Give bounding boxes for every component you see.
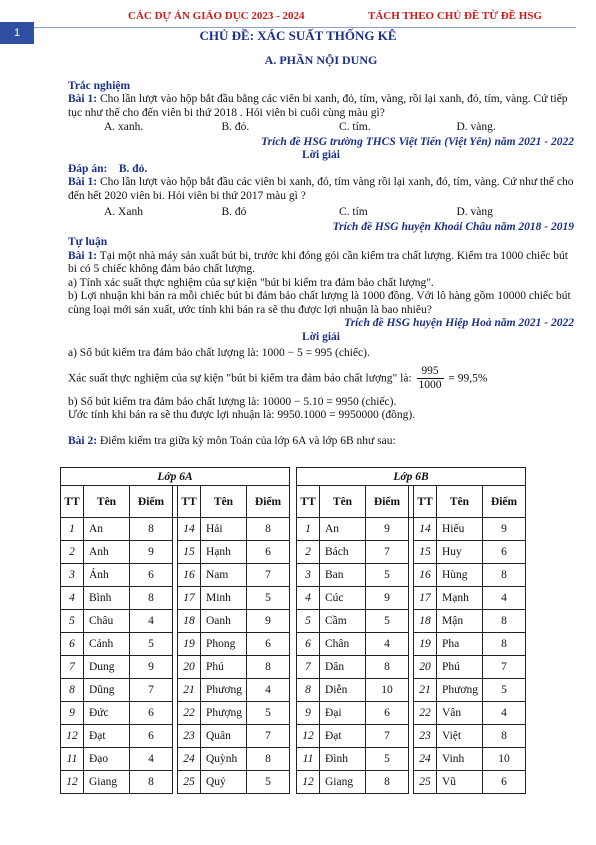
student-score: 7 <box>366 725 409 748</box>
row-number: 4 <box>297 587 320 610</box>
student-score: 5 <box>366 564 409 587</box>
row-number: 23 <box>178 725 201 748</box>
row-number: 21 <box>178 679 201 702</box>
row-number: 8 <box>297 679 320 702</box>
column-header: TT <box>297 486 320 518</box>
student-score: 5 <box>366 610 409 633</box>
student-name: Dũng <box>84 679 130 702</box>
student-score: 5 <box>483 679 526 702</box>
row-number: 15 <box>178 541 201 564</box>
section-title: A. PHẦN NỘI DUNG <box>264 53 378 67</box>
student-score: 7 <box>247 725 290 748</box>
student-score: 4 <box>130 610 173 633</box>
answer-value: B. đỏ. <box>118 162 148 175</box>
student-score: 7 <box>483 656 526 679</box>
student-name: Dung <box>84 656 130 679</box>
bai2-label: Bài 2: <box>68 434 98 447</box>
row-number: 5 <box>297 610 320 633</box>
student-name: Ánh <box>84 564 130 587</box>
fraction-numerator: 995 <box>417 365 444 380</box>
row-number: 11 <box>297 748 320 771</box>
table-title: Lớp 6B <box>297 468 526 486</box>
essay-sol-a: a) Số bút kiểm tra đảm bảo chất lượng là: 1000 − 5 = 995 (chiếc). <box>68 347 370 359</box>
student-name: Bình <box>84 587 130 610</box>
row-number: 7 <box>61 656 84 679</box>
column-header: Tên <box>84 486 130 518</box>
student-name: Cảnh <box>84 633 130 656</box>
student-score: 9 <box>366 587 409 610</box>
page-number: 1 <box>0 22 34 44</box>
student-name: Quân <box>201 725 247 748</box>
sol-text: Cho lần lượt vào hộp bắt đầu các viên bi xanh, đỏ, tím vàng rồi lại xanh, đỏ, tím, vàng. Cứ như thế cho đến hết 2020 viên bi. Hỏi viên bi thứ 2017 màu gì ? <box>68 176 574 202</box>
column-header: Điểm <box>247 486 290 518</box>
table-row <box>297 518 526 541</box>
student-score: 9 <box>483 518 526 541</box>
row-number: 3 <box>61 564 84 587</box>
mcq-option-d: D. vàng. <box>456 121 496 133</box>
column-header: Tên <box>437 486 483 518</box>
header-right: TÁCH THEO CHỦ ĐỀ TỪ ĐỀ HSG <box>368 10 542 22</box>
student-score: 10 <box>366 679 409 702</box>
student-name: Diễn <box>320 679 366 702</box>
table-title: Lớp 6A <box>61 468 290 486</box>
essay-question-text: Tại một nhà máy sản xuất bút bi, trước khi đóng gói cần kiểm tra chất lượng. Kiểm tra 1000 chiếc bút bi có 5 chiếc không đảm bảo chất lượng. <box>68 249 568 275</box>
student-name: Mận <box>437 610 483 633</box>
student-name: Phong <box>201 633 247 656</box>
column-header: Điểm <box>483 486 526 518</box>
row-number: 19 <box>414 633 437 656</box>
mcq-option-b: B. đỏ. <box>221 121 250 133</box>
row-number: 12 <box>61 771 84 794</box>
student-name: Minh <box>201 587 247 610</box>
table-row <box>297 656 526 679</box>
student-name: Dân <box>320 656 366 679</box>
student-name: Việt <box>437 725 483 748</box>
row-number: 6 <box>297 633 320 656</box>
student-name: Phương <box>201 679 247 702</box>
student-score: 7 <box>247 564 290 587</box>
student-score: 5 <box>247 702 290 725</box>
score-table-6a <box>60 467 290 794</box>
table-row <box>297 587 526 610</box>
student-score: 5 <box>247 587 290 610</box>
student-name: Quý <box>201 771 247 794</box>
mcq-solution-question <box>68 176 574 203</box>
essay-solution-heading: Lời giải <box>302 330 340 343</box>
row-number: 2 <box>297 541 320 564</box>
row-number: 15 <box>414 541 437 564</box>
essay-sol-b2: Ước tính khi bán ra sẽ thu được lợi nhuận là: 9950.1000 = 9950000 (đồng). <box>68 409 416 421</box>
sol-prob-text: Xác suất thực nghiệm của sự kiện "bút bi kiểm tra đảm bảo chất lượng" là: <box>68 372 412 385</box>
table-row <box>61 702 290 725</box>
topic-title: CHỦ ĐỀ: XÁC SUẤT THỐNG KÊ <box>199 28 397 43</box>
row-number: 16 <box>178 564 201 587</box>
row-number: 12 <box>61 725 84 748</box>
student-score: 7 <box>130 679 173 702</box>
score-tables <box>60 467 526 794</box>
mcq-question <box>68 93 574 120</box>
main-content <box>68 50 574 448</box>
row-number: 25 <box>178 771 201 794</box>
sol-prob-fraction <box>417 365 444 393</box>
student-name: Bách <box>320 541 366 564</box>
student-name: Quỳnh <box>201 748 247 771</box>
row-number: 14 <box>414 518 437 541</box>
student-name: Vân <box>437 702 483 725</box>
row-number: 18 <box>414 610 437 633</box>
sol-option-a: A. Xanh <box>104 206 143 218</box>
mcq-heading: Trắc nghiệm <box>68 79 131 92</box>
column-header: Điểm <box>130 486 173 518</box>
essay-sol-b: b) Số bút kiểm tra đảm bảo chất lượng là: 10000 − 5.10 = 9950 (chiếc). <box>68 395 397 408</box>
row-number: 11 <box>61 748 84 771</box>
student-score: 7 <box>366 541 409 564</box>
student-name: Chân <box>320 633 366 656</box>
student-name: Cúc <box>320 587 366 610</box>
student-score: 4 <box>483 702 526 725</box>
student-name: An <box>320 518 366 541</box>
mcq-source: Trích đề HSG trường THCS Việt Tiến (Việt Yên) năm 2021 - 2022 <box>261 135 574 148</box>
essay-label: Bài 1: <box>68 249 98 262</box>
row-number: 16 <box>414 564 437 587</box>
student-name: Hải <box>201 518 247 541</box>
table-row <box>297 633 526 656</box>
student-score: 8 <box>483 633 526 656</box>
table-row <box>297 679 526 702</box>
mcq-options <box>68 121 574 135</box>
student-score: 5 <box>130 633 173 656</box>
student-score: 6 <box>130 725 173 748</box>
row-number: 20 <box>178 656 201 679</box>
student-score: 6 <box>366 702 409 725</box>
student-name: Pha <box>437 633 483 656</box>
student-name: Phương <box>437 679 483 702</box>
mcq-question-text: Cho lần lượt vào hộp bắt đầu bằng các viên bi xanh, đỏ, tím, vàng, rồi lại xanh, đỏ, tím, vàng. Cứ tiếp tục như thế cho đến viên bi thứ 2018 . Hỏi viên bi cuối cùng màu gì? <box>68 93 568 119</box>
column-header: TT <box>414 486 437 518</box>
bai2-intro <box>68 435 574 449</box>
student-score: 9 <box>247 610 290 633</box>
student-score: 9 <box>130 541 173 564</box>
student-name: Anh <box>84 541 130 564</box>
student-name: Đình <box>320 748 366 771</box>
row-number: 1 <box>61 518 84 541</box>
row-number: 22 <box>178 702 201 725</box>
row-number: 12 <box>297 771 320 794</box>
student-score: 8 <box>366 656 409 679</box>
student-name: Vũ <box>437 771 483 794</box>
student-score: 6 <box>247 541 290 564</box>
row-number: 19 <box>178 633 201 656</box>
row-number: 25 <box>414 771 437 794</box>
row-number: 17 <box>178 587 201 610</box>
student-name: Hiếu <box>437 518 483 541</box>
student-score: 8 <box>483 564 526 587</box>
student-score: 8 <box>247 748 290 771</box>
student-score: 4 <box>366 633 409 656</box>
student-name: Hùng <box>437 564 483 587</box>
row-number: 4 <box>61 587 84 610</box>
student-name: Giang <box>320 771 366 794</box>
student-score: 6 <box>483 771 526 794</box>
row-number: 23 <box>414 725 437 748</box>
student-name: Oanh <box>201 610 247 633</box>
sol-prob-result: = 99,5% <box>448 372 488 385</box>
student-score: 4 <box>247 679 290 702</box>
row-number: 5 <box>61 610 84 633</box>
column-header: TT <box>61 486 84 518</box>
table-row <box>297 702 526 725</box>
row-number: 22 <box>414 702 437 725</box>
row-number: 9 <box>61 702 84 725</box>
student-score: 8 <box>483 610 526 633</box>
table-row <box>61 725 290 748</box>
student-name: Đức <box>84 702 130 725</box>
student-score: 6 <box>247 633 290 656</box>
mcq-option-a: A. xanh. <box>104 121 144 133</box>
student-score: 5 <box>247 771 290 794</box>
table-row <box>61 679 290 702</box>
fraction-denominator: 1000 <box>418 379 442 391</box>
table-row <box>61 564 290 587</box>
table-row <box>61 633 290 656</box>
row-number: 1 <box>297 518 320 541</box>
column-header: Tên <box>201 486 247 518</box>
row-number: 3 <box>297 564 320 587</box>
student-score: 8 <box>130 587 173 610</box>
student-score: 6 <box>483 541 526 564</box>
row-number: 7 <box>297 656 320 679</box>
sol-option-c: C. tím <box>339 206 368 218</box>
student-score: 4 <box>130 748 173 771</box>
student-name: Phú <box>437 656 483 679</box>
table-row <box>61 587 290 610</box>
student-score: 6 <box>130 564 173 587</box>
table-row <box>61 748 290 771</box>
table-row <box>61 656 290 679</box>
column-header: TT <box>178 486 201 518</box>
table-row <box>297 610 526 633</box>
table-row <box>297 748 526 771</box>
sol-options <box>68 206 574 220</box>
row-number: 9 <box>297 702 320 725</box>
table-row <box>297 564 526 587</box>
row-number: 14 <box>178 518 201 541</box>
student-name: Đại <box>320 702 366 725</box>
student-name: Cầm <box>320 610 366 633</box>
column-header: Điểm <box>366 486 409 518</box>
table-row <box>61 771 290 794</box>
student-score: 6 <box>130 702 173 725</box>
student-name: Phượng <box>201 702 247 725</box>
header-left: CÁC DỰ ÁN GIÁO DỤC 2023 - 2024 <box>128 10 305 22</box>
mcq-option-c: C. tím. <box>339 121 371 133</box>
answer-label: Đáp án: <box>68 162 108 175</box>
student-name: Huy <box>437 541 483 564</box>
essay-source: Trích đề HSG huyện Hiệp Hoà năm 2021 - 2022 <box>344 317 574 329</box>
row-number: 17 <box>414 587 437 610</box>
bai2-text: Điểm kiểm tra giữa kỳ môn Toán của lớp 6A và lớp 6B như sau: <box>99 434 396 447</box>
table-row <box>297 725 526 748</box>
student-name: Đạt <box>320 725 366 748</box>
row-number: 24 <box>414 748 437 771</box>
student-score: 4 <box>483 587 526 610</box>
row-number: 21 <box>414 679 437 702</box>
student-score: 10 <box>483 748 526 771</box>
column-header: Tên <box>320 486 366 518</box>
table-row <box>297 771 526 794</box>
table-row <box>61 610 290 633</box>
student-name: An <box>84 518 130 541</box>
student-name: Đạt <box>84 725 130 748</box>
essay-sol-prob <box>68 365 574 393</box>
sol-source: Trích đề HSG huyện Khoái Châu năm 2018 - 2019 <box>332 220 574 233</box>
essay-question <box>68 250 574 277</box>
row-number: 6 <box>61 633 84 656</box>
student-score: 8 <box>483 725 526 748</box>
student-name: Ban <box>320 564 366 587</box>
student-name: Đạo <box>84 748 130 771</box>
student-name: Châu <box>84 610 130 633</box>
student-name: Vinh <box>437 748 483 771</box>
student-score: 9 <box>130 656 173 679</box>
student-score: 9 <box>366 518 409 541</box>
student-score: 8 <box>247 518 290 541</box>
student-score: 8 <box>247 656 290 679</box>
student-score: 8 <box>130 771 173 794</box>
student-name: Phú <box>201 656 247 679</box>
student-score: 5 <box>366 748 409 771</box>
essay-part-b: b) Lợi nhuận khi bán ra mỗi chiếc bút bi đảm bảo chất lượng là 1000 đồng. Với lô hàng gồm 10000 chiếc bút cùng loại mới sản xuất, ước tính khi bán ra sẽ thu được lợi nhuận là bao nhiêu? <box>68 290 571 316</box>
row-number: 2 <box>61 541 84 564</box>
table-row <box>297 541 526 564</box>
student-score: 8 <box>366 771 409 794</box>
sol-option-d: D. vàng <box>456 206 493 218</box>
row-number: 8 <box>61 679 84 702</box>
mcq-answer <box>68 163 574 177</box>
sol-label: Bài 1: <box>68 176 98 188</box>
student-score: 8 <box>130 518 173 541</box>
student-name: Giang <box>84 771 130 794</box>
row-number: 12 <box>297 725 320 748</box>
score-table-6b <box>296 467 526 794</box>
row-number: 20 <box>414 656 437 679</box>
mcq-label: Bài 1: <box>68 93 98 105</box>
essay-heading: Tự luận <box>68 236 108 248</box>
mcq-solution-heading: Lời giải <box>302 149 340 161</box>
sol-option-b: B. đỏ <box>221 206 247 218</box>
table-row <box>61 541 290 564</box>
student-name: Mạnh <box>437 587 483 610</box>
student-name: Hạnh <box>201 541 247 564</box>
row-number: 18 <box>178 610 201 633</box>
row-number: 24 <box>178 748 201 771</box>
table-row <box>61 518 290 541</box>
student-name: Nam <box>201 564 247 587</box>
essay-part-a: a) Tính xác suất thực nghiệm của sự kiện "bút bi kiểm tra đảm bảo chất lượng". <box>68 276 434 289</box>
